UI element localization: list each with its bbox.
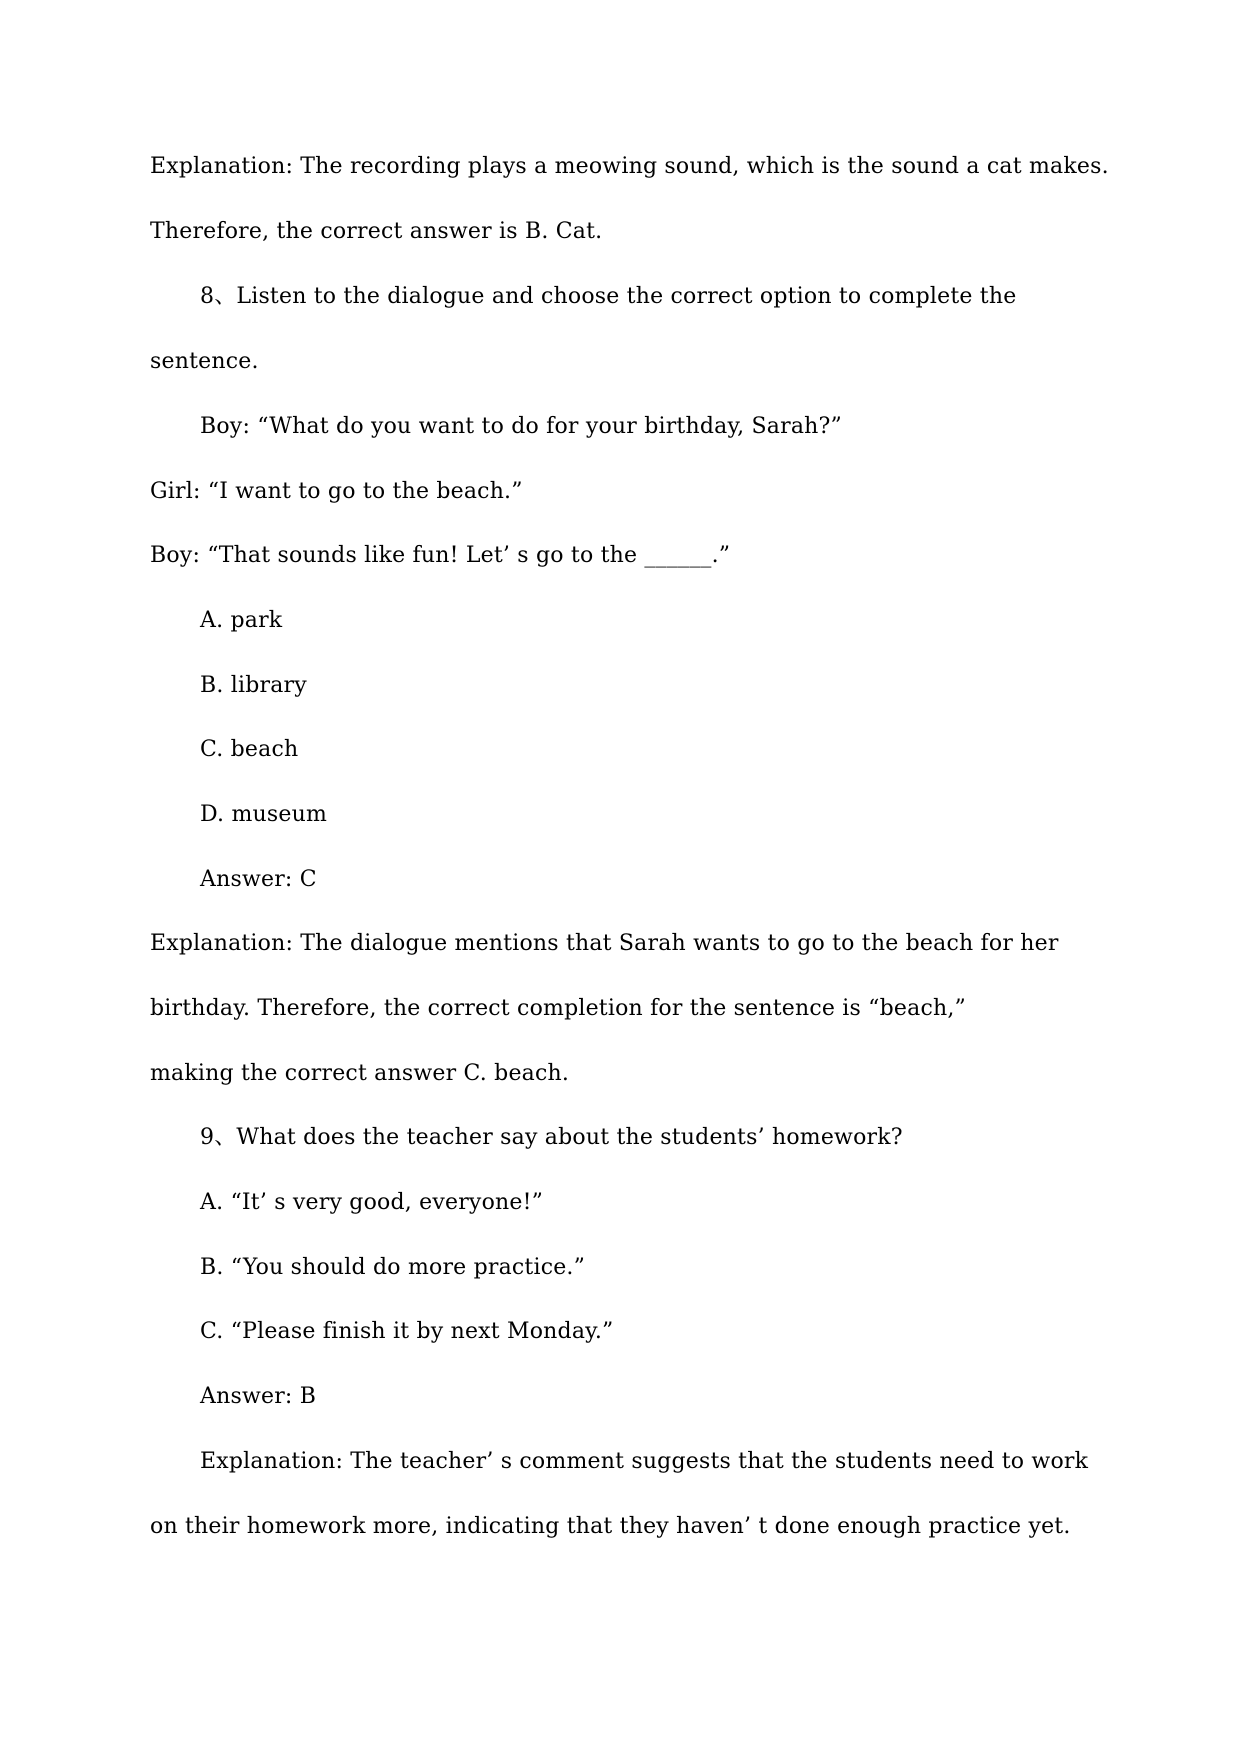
explanation-9-line-2: on their homework more, indicating that they haven’ t done enough practice yet. xyxy=(150,1514,1071,1539)
option-8-a: A. park xyxy=(200,608,283,633)
question-9: 9、What does the teacher say about the students’ homework? xyxy=(200,1125,903,1150)
explanation-9-line-1: Explanation: The teacher’ s comment suggests that the students need to work xyxy=(200,1449,1089,1474)
answer-8: Answer: C xyxy=(200,867,317,892)
explanation-7-line-2: Therefore, the correct answer is B. Cat. xyxy=(150,219,603,244)
option-9-b: B. “You should do more practice.” xyxy=(200,1255,586,1280)
dialogue-boy-1: Boy: “What do you want to do for your birthday, Sarah?” xyxy=(200,414,842,439)
question-8-line-1: 8、Listen to the dialogue and choose the correct option to complete the xyxy=(200,284,1017,309)
explanation-8-line-2: birthday. Therefore, the correct completion for the sentence is “beach,” xyxy=(150,996,966,1021)
explanation-8-line-1: Explanation: The dialogue mentions that Sarah wants to go to the beach for her xyxy=(150,931,1059,956)
dialogue-girl: Girl: “I want to go to the beach.” xyxy=(150,479,523,504)
option-8-b: B. library xyxy=(200,673,307,698)
explanation-7-line-1: Explanation: The recording plays a meowing sound, which is the sound a cat makes. xyxy=(150,154,1109,179)
question-8-line-2: sentence. xyxy=(150,349,259,374)
option-8-c: C. beach xyxy=(200,737,299,762)
option-8-d: D. museum xyxy=(200,802,328,827)
option-9-a: A. “It’ s very good, everyone!” xyxy=(200,1190,544,1215)
explanation-8-line-3: making the correct answer C. beach. xyxy=(150,1061,570,1086)
dialogue-boy-2: Boy: “That sounds like fun! Let’ s go to the ______.” xyxy=(150,543,731,568)
answer-9: Answer: B xyxy=(200,1384,317,1409)
option-9-c: C. “Please finish it by next Monday.” xyxy=(200,1319,614,1344)
